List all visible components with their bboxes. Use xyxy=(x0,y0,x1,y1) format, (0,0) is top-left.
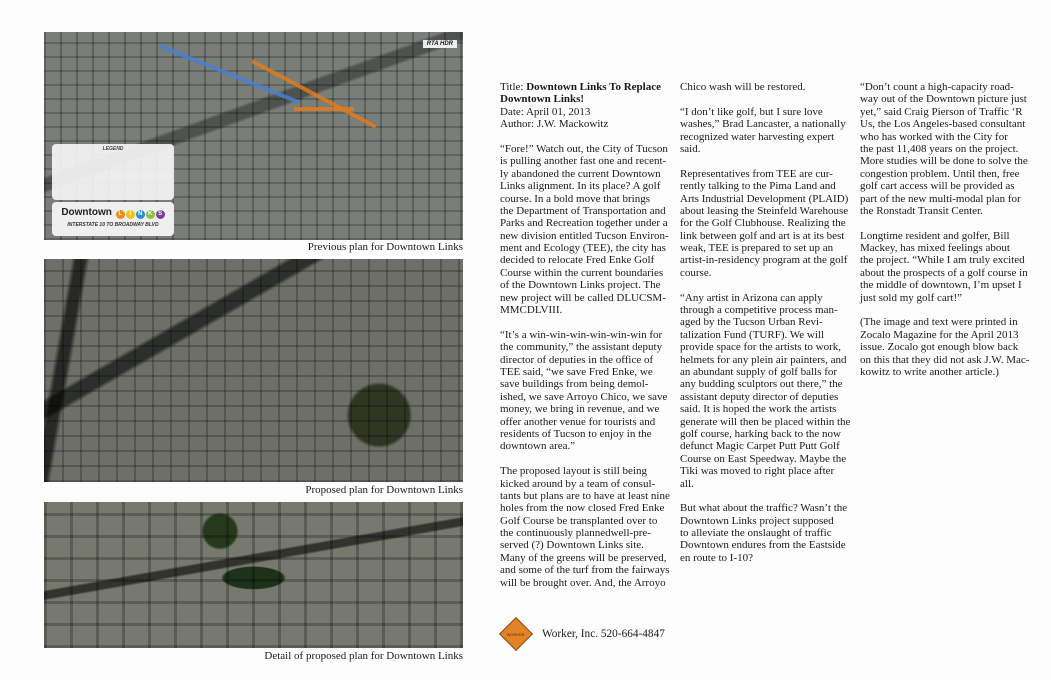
figure-caption: Proposed plan for Downtown Links xyxy=(305,484,463,496)
paragraph-gap xyxy=(860,217,1038,229)
logo-letter: N xyxy=(136,210,145,219)
text-line: the community,” the assistant deputy xyxy=(500,341,663,354)
text-line: course. xyxy=(680,266,712,279)
paragraph-gap xyxy=(500,131,678,143)
text-line: will be brought over. And, the Arroyo xyxy=(500,576,666,589)
article-title xyxy=(500,81,678,93)
figure-caption: Previous plan for Downtown Links xyxy=(307,241,463,253)
text-line: new project will be called DLUCSM- xyxy=(500,291,666,304)
text-line: The proposed layout is still being xyxy=(500,465,647,478)
text-line: link between golf and art is at its best xyxy=(680,229,845,242)
text-line: washes,” Brad Lancaster, a nationally xyxy=(680,118,846,131)
text-line: the continuously plannedwell-pre- xyxy=(500,527,651,540)
text-line: the Department of Transportation and xyxy=(500,204,666,217)
text-line: residents of Tucson to enjoy in the xyxy=(500,427,652,440)
text-line: talization Fund (TURF). We will xyxy=(680,328,825,341)
text-line: downtown area.” xyxy=(500,440,576,453)
paragraph xyxy=(500,143,678,316)
text-line: tants but plans are to have at least nine xyxy=(500,489,670,502)
paragraph xyxy=(860,81,1038,217)
text-line: golf cart access will be provided as xyxy=(860,180,1015,193)
text-line: to alleviate the onslaught of traffic xyxy=(680,527,832,540)
route-line xyxy=(251,59,376,128)
text-line: weak, TEE is prepared to set up an xyxy=(680,242,834,255)
map-legend xyxy=(52,144,174,200)
paragraph xyxy=(860,230,1038,304)
text-line: for the Golf Clubhouse. Realizing the xyxy=(680,217,846,230)
title-text: Downtown Links! xyxy=(500,93,585,106)
text-line: Arts Industrial Development (PLAID) xyxy=(680,192,849,205)
text-line: ment and Ecology (TEE), the city has xyxy=(500,242,666,255)
text-line: all. xyxy=(680,477,694,490)
logo-letter: S xyxy=(156,210,165,219)
text-line: More studies will be done to solve the xyxy=(860,155,1028,168)
text-line: ished, we save Arroyo Chico, we save xyxy=(500,390,668,403)
article-title xyxy=(500,93,678,105)
paragraph xyxy=(680,81,858,93)
footer xyxy=(500,622,665,646)
paragraph xyxy=(680,168,858,280)
text-line: issue. Zocalo got enough blow back xyxy=(860,341,1019,354)
text-line: offer another venue for tourists and xyxy=(500,415,656,428)
text-line: kicked around by a team of consul- xyxy=(500,477,656,490)
article-date: Date: April 01, 2013 xyxy=(500,105,591,118)
article-column-1 xyxy=(500,81,678,589)
text-line: ly abandoned the current Downtown xyxy=(500,167,661,180)
paragraph-gap xyxy=(680,490,858,502)
text-line: way out of the Downtown picture just xyxy=(860,93,1027,106)
text-line: Tiki was moved to right place after xyxy=(680,465,835,478)
legend-title: LEGEND xyxy=(102,146,124,152)
logo-letters xyxy=(115,207,165,218)
text-line: just sold my golf cart!” xyxy=(860,291,963,304)
text-line: money, we bring in revenue, and we xyxy=(500,403,660,416)
article-author: Author: J.W. Mackowitz xyxy=(500,118,609,131)
text-line: “It’s a win-win-win-win-win-win for xyxy=(500,328,663,341)
paragraph xyxy=(500,465,678,589)
text-line: the middle of downtown, I’m upset I xyxy=(860,279,1022,292)
text-line: assistant deputy director of deputies xyxy=(680,390,839,403)
text-line: “Fore!” Watch out, the City of Tucson xyxy=(500,142,668,155)
text-line: through a competitive process man- xyxy=(680,304,838,317)
paragraph xyxy=(500,329,678,453)
text-line: congestion problem. Until then, free xyxy=(860,167,1020,180)
title-label: Title: xyxy=(500,81,527,93)
text-line: save buildings from being demol- xyxy=(500,378,649,391)
text-line: and some of the turf from the fairways xyxy=(500,564,670,577)
text-line: helmets for any plein air painters, and xyxy=(680,353,847,366)
text-line: provide space for the artists to work, xyxy=(680,341,841,354)
logo-subtitle: INTERSTATE 10 TO BROADWAY BLVD xyxy=(67,222,159,228)
text-line: rently talking to the Pima Land and xyxy=(680,180,836,193)
paragraph xyxy=(680,106,858,156)
text-line: “I don’t like golf, but I sure love xyxy=(680,105,823,118)
paragraph-gap xyxy=(500,453,678,465)
text-line: of the Downtown Links project. The xyxy=(500,279,661,292)
text-line: holes from the now closed Fred Enke xyxy=(500,502,665,515)
worker-sign-logo xyxy=(499,617,533,651)
text-line: the project. “While I am truly excited xyxy=(860,254,1025,267)
text-line: Many of the greens will be preserved, xyxy=(500,551,667,564)
text-line: golf course, harking back to the now xyxy=(680,427,841,440)
downtown-links-logo xyxy=(52,202,174,236)
text-line: Links alignment. In its place? A golf xyxy=(500,180,661,193)
text-line: en route to I-10? xyxy=(680,551,753,564)
logo-letter: K xyxy=(146,210,155,219)
text-line: Downtown endures from the Eastside xyxy=(680,539,846,552)
text-line: Course within the current boundaries xyxy=(500,266,664,279)
text-line: Chico wash will be restored. xyxy=(680,81,806,93)
text-line: any budding sculptors out there,” the xyxy=(680,378,843,391)
text-line: MMCDLVIII. xyxy=(500,304,563,317)
text-line: kowitz to write another article.) xyxy=(860,365,999,378)
text-line: artist-in-residency program at the golf xyxy=(680,254,848,267)
text-line: is pulling another fast one and recent- xyxy=(500,155,667,168)
route-line xyxy=(294,107,354,111)
text-line: Zocalo Magazine for the April 2013 xyxy=(860,328,1019,341)
text-line: Longtime resident and golfer, Bill xyxy=(860,229,1010,242)
paragraph-gap xyxy=(680,155,858,167)
text-line: part of the new multi-modal plan for xyxy=(860,192,1021,205)
text-line: an abundant supply of golf balls for xyxy=(680,365,838,378)
partner-logo: RTA HDR xyxy=(423,40,457,48)
detail-plan-map xyxy=(44,502,463,648)
text-line: Representatives from TEE are cur- xyxy=(680,167,833,180)
paragraph-gap xyxy=(680,279,858,291)
text-line: But what about the traffic? Wasn’t the xyxy=(680,502,848,515)
text-line: on this that they did not ask J.W. Mac- xyxy=(860,353,1030,366)
text-line: director of deputies in the office of xyxy=(500,353,654,366)
paragraph xyxy=(680,292,858,490)
text-line: Parks and Recreation together under a xyxy=(500,217,668,230)
text-line: new division entitled Tucson Environ- xyxy=(500,229,669,242)
text-line: aged by the Tucson Urban Revi- xyxy=(680,316,823,329)
text-line: recognized water harvesting expert xyxy=(680,130,835,143)
text-line: said. It is hoped the work the artists xyxy=(680,403,837,416)
text-line: served (?) Downtown Links site. xyxy=(500,539,644,552)
paragraph-gap xyxy=(680,93,858,105)
title-text: Downtown Links To Replace xyxy=(526,81,661,93)
paragraph xyxy=(860,316,1038,378)
article-column-3 xyxy=(860,81,1038,378)
text-line: Mackey, has mixed feelings about xyxy=(860,242,1010,255)
previous-plan-map xyxy=(44,32,463,240)
text-line: (The image and text were printed in xyxy=(860,316,1018,329)
text-line: the Ronstadt Transit Center. xyxy=(860,204,983,217)
logo-word: Downtown xyxy=(61,207,112,218)
text-line: yet,” said Craig Pierson of Traffic ‘R xyxy=(860,105,1023,118)
text-line: decided to relocate Fred Enke Golf xyxy=(500,254,655,267)
text-line: “Any artist in Arizona can apply xyxy=(680,291,823,304)
text-line: defunct Magic Carpet Putt Putt Golf xyxy=(680,440,840,453)
text-line: Us, the Los Angeles-based consultant xyxy=(860,118,1026,131)
text-line: generate will then be placed within the xyxy=(680,415,851,428)
text-line: who has worked with the City for xyxy=(860,130,1008,143)
text-line: TEE said, “we save Fred Enke, we xyxy=(500,365,653,378)
text-line: Course on East Speedway. Maybe the xyxy=(680,452,847,465)
article-column-2 xyxy=(680,81,858,564)
text-line: Downtown Links project supposed xyxy=(680,514,834,527)
text-line: Golf Course be transplanted over to xyxy=(500,514,658,527)
text-line: the past 11,408 years on the project. xyxy=(860,142,1019,155)
logo-letter: I xyxy=(126,210,135,219)
text-line: said. xyxy=(680,142,701,155)
paragraph-gap xyxy=(860,304,1038,316)
paragraph-gap xyxy=(500,316,678,328)
paragraph xyxy=(680,502,858,564)
logo-letter: L xyxy=(116,210,125,219)
figure-caption: Detail of proposed plan for Downtown Links xyxy=(264,650,463,662)
text-line: about leasing the Steinfeld Warehouse xyxy=(680,204,849,217)
footer-contact: Worker, Inc. 520-664-4847 xyxy=(542,628,665,640)
proposed-plan-map xyxy=(44,259,463,482)
text-line: course. In a bold move that brings xyxy=(500,192,650,205)
text-line: “Don’t count a high-capacity road- xyxy=(860,81,1014,93)
text-line: about the prospects of a golf course in xyxy=(860,266,1028,279)
sign-text: WORKER xyxy=(507,631,525,637)
